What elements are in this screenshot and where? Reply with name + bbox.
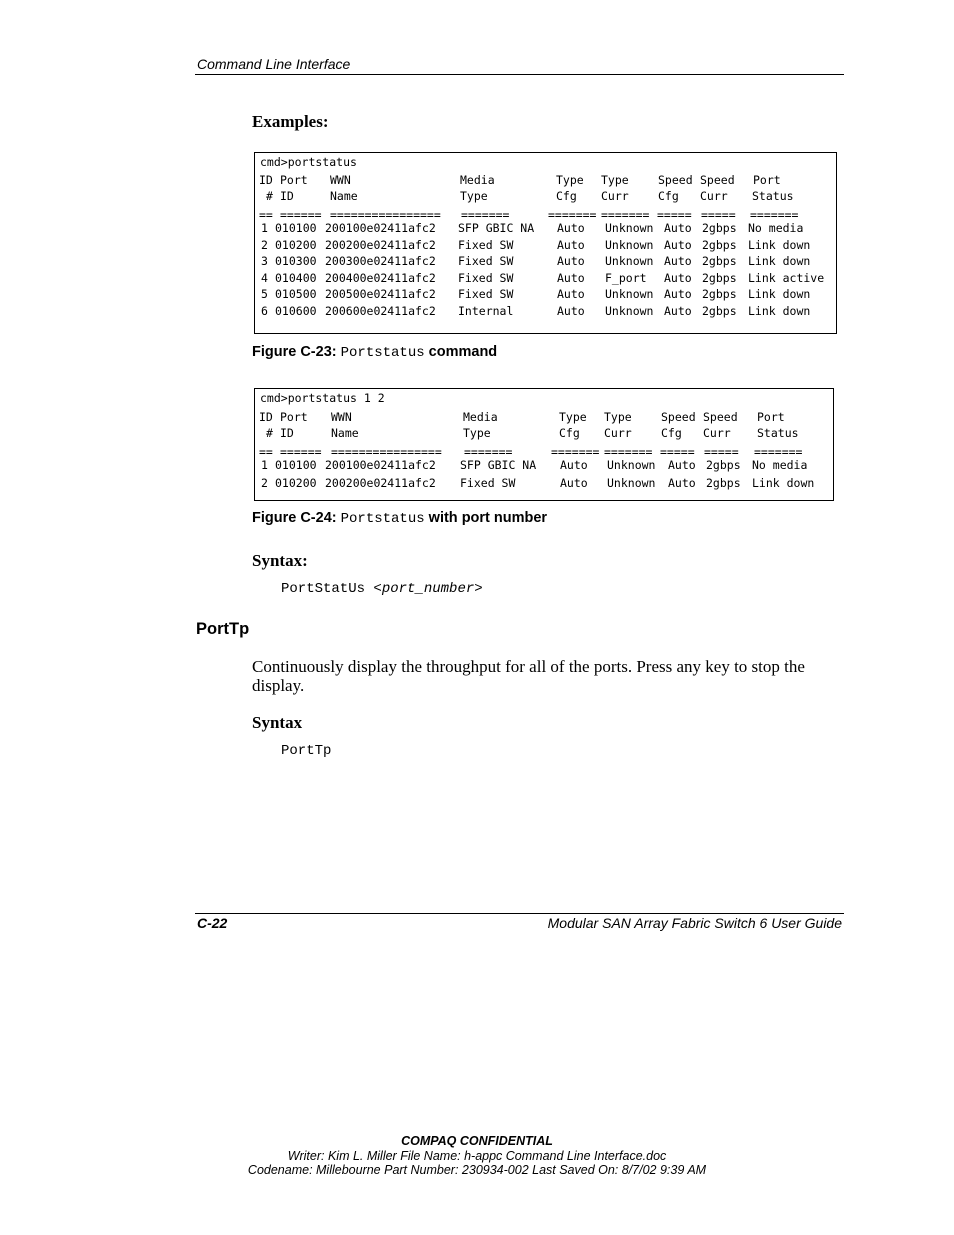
- column-header: Media: [460, 173, 495, 187]
- column-separator: =====: [657, 208, 692, 222]
- column-header: Type: [556, 173, 584, 187]
- column-header: ID: [280, 426, 294, 440]
- table-cell: 2gbps: [702, 304, 737, 318]
- column-header: Port: [280, 410, 308, 424]
- table-cell: Unknown: [605, 304, 654, 318]
- column-header: Cfg: [658, 189, 679, 203]
- table-cell: Auto: [560, 458, 588, 472]
- table-cell: Auto: [664, 221, 692, 235]
- column-header: Name: [331, 426, 359, 440]
- column-header: ID: [280, 189, 294, 203]
- table-cell: 4: [261, 270, 268, 285]
- page-number: C-22: [197, 915, 228, 931]
- table-cell: 1: [261, 221, 268, 235]
- terminal-prompt: cmd>portstatus 1 2: [260, 391, 385, 405]
- column-header: Curr: [703, 426, 731, 440]
- table-cell: 3: [261, 254, 268, 269]
- table-cell: Auto: [557, 221, 585, 235]
- table-cell: 6: [261, 304, 268, 318]
- table-cell: 010300: [275, 254, 317, 269]
- column-header: ID: [259, 173, 273, 187]
- table-cell: Auto: [560, 476, 588, 490]
- figure-caption-text: with port number: [428, 510, 548, 526]
- table-cell: Fixed SW: [458, 254, 514, 269]
- column-separator: ================: [330, 208, 441, 222]
- table-cell: 200100e02411afc2: [325, 221, 436, 235]
- column-separator: ================: [331, 445, 442, 459]
- portstatus-terminal-figure: [254, 152, 837, 334]
- table-cell: 200200e02411afc2: [325, 237, 436, 252]
- column-separator: =======: [754, 445, 803, 459]
- column-header: Media: [463, 410, 498, 424]
- column-header: Speed: [658, 173, 693, 187]
- column-separator: =======: [551, 445, 600, 459]
- table-cell: 2: [261, 237, 268, 252]
- header-rule: [195, 74, 844, 75]
- column-separator: =======: [461, 208, 510, 222]
- running-header: Command Line Interface: [197, 56, 351, 72]
- column-header: Cfg: [556, 189, 577, 203]
- figure-c23-caption: [252, 344, 497, 361]
- table-cell: SFP GBIC NA: [460, 458, 537, 472]
- column-separator: =====: [660, 445, 695, 459]
- syntax-command: PortStatUs: [281, 581, 366, 597]
- table-cell: Auto: [664, 287, 692, 302]
- confidential-label: COMPAQ CONFIDENTIAL: [401, 1134, 553, 1148]
- table-cell: No media: [748, 221, 804, 235]
- table-cell: Link down: [748, 254, 811, 269]
- table-cell: Unknown: [607, 458, 656, 472]
- column-separator: ======: [280, 445, 322, 459]
- table-cell: Link down: [748, 237, 811, 252]
- writer-file-line: Writer: Kim L. Miller File Name: h-appc Command Line Interface.doc: [287, 1149, 667, 1163]
- table-cell: Unknown: [605, 237, 654, 252]
- table-cell: Link down: [748, 287, 811, 302]
- table-cell: 010500: [275, 287, 317, 302]
- column-header: Type: [559, 410, 587, 424]
- codename-line: Codename: Millebourne Part Number: 230934-002 Last Saved On: 8/7/02 9:39 AM: [247, 1163, 707, 1177]
- table-cell: 2gbps: [702, 270, 737, 285]
- column-header: ID: [259, 410, 273, 424]
- column-separator: ======: [280, 208, 322, 222]
- column-header: Speed: [700, 173, 735, 187]
- figure-label: Figure C-23:: [252, 344, 337, 360]
- table-cell: 2gbps: [702, 237, 737, 252]
- table-cell: Fixed SW: [458, 287, 514, 302]
- table-cell: 2: [261, 476, 268, 490]
- table-cell: Auto: [668, 476, 696, 490]
- table-cell: 010100: [275, 221, 317, 235]
- table-cell: 5: [261, 287, 268, 302]
- column-header: Type: [601, 173, 629, 187]
- portstatus-port-number-terminal-figure: [254, 388, 834, 501]
- figure-label: Figure C-24:: [252, 510, 337, 526]
- column-header: Port: [280, 173, 308, 187]
- table-cell: 200500e02411afc2: [325, 287, 436, 302]
- table-cell: 010200: [275, 237, 317, 252]
- table-cell: 2gbps: [702, 254, 737, 269]
- table-cell: 010600: [275, 304, 317, 318]
- table-cell: 010100: [275, 458, 317, 472]
- column-header: Port: [753, 173, 781, 187]
- table-cell: 010400: [275, 270, 317, 285]
- table-cell: 010200: [275, 476, 317, 490]
- porttp-syntax-command: PortTp: [281, 743, 332, 759]
- table-cell: 200200e02411afc2: [325, 476, 436, 490]
- table-cell: Auto: [664, 270, 692, 285]
- table-cell: Unknown: [605, 254, 654, 269]
- table-cell: Auto: [664, 304, 692, 318]
- column-separator: ==: [259, 208, 273, 222]
- figure-c24-caption: [252, 510, 547, 527]
- column-header: Type: [460, 189, 488, 203]
- table-cell: Auto: [557, 270, 585, 285]
- column-header: Cfg: [661, 426, 682, 440]
- table-cell: Internal: [458, 304, 514, 318]
- column-header: Port: [757, 410, 785, 424]
- column-header: #: [266, 426, 273, 440]
- figure-caption-code: Portstatus: [340, 511, 425, 527]
- syntax-command-line: [281, 581, 483, 597]
- table-cell: 2gbps: [706, 458, 741, 472]
- table-cell: Unknown: [607, 476, 656, 490]
- table-cell: Fixed SW: [458, 270, 514, 285]
- terminal-prompt: cmd>portstatus: [260, 155, 357, 169]
- column-separator: =======: [548, 208, 597, 222]
- table-cell: 200600e02411afc2: [325, 304, 436, 318]
- column-separator: =====: [704, 445, 739, 459]
- porttp-description: Continuously display the throughput for all of the ports. Press any key to stop the display.: [252, 657, 805, 695]
- column-header: WWN: [330, 173, 351, 187]
- table-cell: Unknown: [605, 287, 654, 302]
- column-header: Status: [752, 189, 794, 203]
- table-cell: Fixed SW: [458, 237, 514, 252]
- porttp-heading: PortTp: [196, 620, 250, 638]
- table-cell: Auto: [557, 304, 585, 318]
- column-header: Curr: [604, 426, 632, 440]
- table-cell: Auto: [557, 254, 585, 269]
- table-cell: Link down: [752, 476, 815, 490]
- table-cell: Link active: [748, 270, 825, 285]
- column-separator: =======: [750, 208, 799, 222]
- column-header: Status: [757, 426, 799, 440]
- guide-title: Modular SAN Array Fabric Switch 6 User Guide: [547, 915, 842, 931]
- figure-caption-code: Portstatus: [340, 345, 425, 361]
- syntax-heading: Syntax:: [252, 551, 308, 570]
- table-cell: 200100e02411afc2: [325, 458, 436, 472]
- column-separator: =======: [604, 445, 653, 459]
- column-header: Cfg: [559, 426, 580, 440]
- column-header: WWN: [331, 410, 352, 424]
- examples-heading: Examples:: [252, 112, 329, 131]
- figure-caption-text: command: [428, 344, 498, 360]
- table-cell: Link down: [748, 304, 811, 318]
- table-cell: 1: [261, 458, 268, 472]
- table-cell: 200300e02411afc2: [325, 254, 436, 269]
- table-cell: No media: [752, 458, 808, 472]
- column-header: Speed: [661, 410, 696, 424]
- table-cell: Auto: [557, 237, 585, 252]
- column-header: Name: [330, 189, 358, 203]
- table-cell: 2gbps: [706, 476, 741, 490]
- column-header: Speed: [703, 410, 738, 424]
- table-cell: Auto: [664, 237, 692, 252]
- column-header: #: [266, 189, 273, 203]
- table-cell: 2gbps: [702, 287, 737, 302]
- column-header: Curr: [601, 189, 629, 203]
- table-cell: Auto: [668, 458, 696, 472]
- table-cell: Auto: [557, 287, 585, 302]
- column-separator: =====: [701, 208, 736, 222]
- table-cell: F_port: [605, 270, 647, 285]
- table-cell: Unknown: [605, 221, 654, 235]
- table-cell: 200400e02411afc2: [325, 270, 436, 285]
- porttp-syntax-heading: Syntax: [252, 713, 303, 732]
- table-cell: 2gbps: [702, 221, 737, 235]
- column-header: Type: [463, 426, 491, 440]
- column-header: Type: [604, 410, 632, 424]
- column-separator: ==: [259, 445, 273, 459]
- table-cell: Auto: [664, 254, 692, 269]
- column-separator: =======: [464, 445, 513, 459]
- syntax-argument: <port_number>: [373, 581, 483, 597]
- footer-rule: [195, 913, 844, 914]
- table-cell: SFP GBIC NA: [458, 221, 535, 235]
- column-separator: =======: [601, 208, 650, 222]
- table-cell: Fixed SW: [460, 476, 516, 490]
- column-header: Curr: [700, 189, 728, 203]
